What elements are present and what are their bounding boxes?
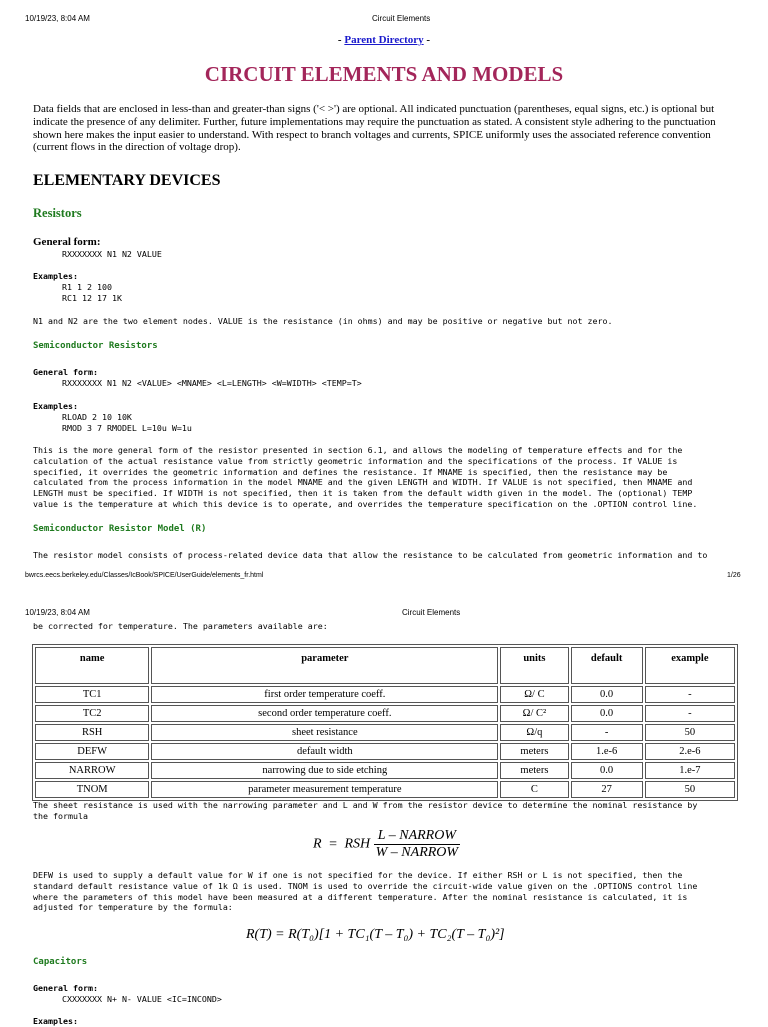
formula-denominator: W – NARROW	[375, 845, 459, 860]
temperature-adjust-formula: R(T) = R(T₀)[1 + TC₁(T – T₀) + TC₂(T – T₀)²]	[246, 927, 505, 942]
table-cell: sheet resistance	[151, 724, 498, 741]
parent-directory-link[interactable]: Parent Directory	[344, 34, 424, 46]
resistor-example-2: RC1 12 17 1K	[62, 293, 122, 303]
formula-lhs: R	[313, 836, 322, 852]
print-header-title: Circuit Elements	[372, 14, 431, 23]
parent-directory-nav	[0, 34, 768, 46]
table-cell: second order temperature coeff.	[151, 705, 498, 722]
table-row	[35, 781, 735, 798]
semi-example-2: RMOD 3 7 RMODEL L=10u W=1u	[62, 423, 192, 433]
sheet-resistance-description: The sheet resistance is used with the narrowing parameter and L and W from the resistor device to determine the nominal resistance by the formula	[33, 800, 698, 821]
table-cell: 27	[571, 781, 643, 798]
table-cell: -	[645, 686, 735, 703]
table-row	[35, 705, 735, 722]
table-row	[35, 743, 735, 760]
parent-prefix: -	[337, 34, 345, 46]
defw-description: DEFW is used to supply a default value for W if one is not specified for the device. If either RSH or L is not specified, then the standard default resistance value of 1k Ω is used. TNOM is used to override the circuit-wide value given on the .OPTIONS control line where the parameters of this model have been measured at a different temperature. After the nominal resistance is calculated, it is adjusted for temperature by the formula:	[33, 870, 698, 913]
cap-general-form-label: General form:	[33, 983, 98, 993]
table-cell: narrowing due to side etching	[151, 762, 498, 779]
table-cell: Ω/ C	[500, 686, 568, 703]
table-cell: TC2	[35, 705, 149, 722]
table-cell: TNOM	[35, 781, 149, 798]
formula-equals: =	[329, 836, 337, 852]
table-cell: meters	[500, 743, 568, 760]
table-cell: meters	[500, 762, 568, 779]
table-cell: NARROW	[35, 762, 149, 779]
resistor-general-form: RXXXXXXX N1 N2 VALUE	[62, 249, 162, 259]
print-header-datetime-2: 10/19/23, 8:04 AM	[25, 608, 90, 617]
print-header-datetime: 10/19/23, 8:04 AM	[25, 14, 90, 23]
table-row	[35, 724, 735, 741]
table-cell: first order temperature coeff.	[151, 686, 498, 703]
table-header: default	[571, 647, 643, 684]
table-cell: 0.0	[571, 762, 643, 779]
print-footer-page: 1/26	[727, 572, 741, 579]
resistor-description: N1 and N2 are the two element nodes. VALUE is the resistance (in ohms) and may be positive or negative but not zero.	[33, 316, 613, 326]
table-header: parameter	[151, 647, 498, 684]
formula-fraction	[374, 828, 460, 861]
table-cell: 2.e-6	[645, 743, 735, 760]
parent-suffix: -	[423, 34, 431, 46]
table-cell: C	[500, 781, 568, 798]
cap-general-form: CXXXXXXX N+ N- VALUE <IC=INCOND>	[62, 994, 222, 1004]
capacitors-heading: Capacitors	[33, 957, 88, 967]
table-cell: 0.0	[571, 686, 643, 703]
resistor-model-heading: Semiconductor Resistor Model (R)	[33, 524, 207, 534]
nominal-resistance-formula	[313, 828, 460, 861]
table-cell: Ω/ C²	[500, 705, 568, 722]
resistors-heading: Resistors	[33, 206, 82, 220]
semi-examples-label: Examples:	[33, 401, 78, 411]
resistor-general-form-label: General form:	[33, 236, 101, 248]
semi-example-1: RLOAD 2 10 10K	[62, 412, 132, 422]
table-cell: parameter measurement temperature	[151, 781, 498, 798]
table-cell: 50	[645, 724, 735, 741]
table-cell: 0.0	[571, 705, 643, 722]
continuation-text: be corrected for temperature. The parameters available are:	[33, 621, 328, 631]
table-cell: default width	[151, 743, 498, 760]
resistor-example-1: R1 1 2 100	[62, 282, 112, 292]
semi-general-form-label: General form:	[33, 367, 98, 377]
semiconductor-resistors-heading: Semiconductor Resistors	[33, 341, 158, 351]
semi-general-form: RXXXXXXX N1 N2 <VALUE> <MNAME> <L=LENGTH> <W=WIDTH> <TEMP=T>	[62, 378, 362, 388]
table-cell: 50	[645, 781, 735, 798]
intro-paragraph: Data fields that are enclosed in less-than and greater-than signs ('< >') are optional. All indicated punctuation (parentheses, equal signs, etc.) is optional but indicate the presence of any delimiter. Further, future implementations may require the punctuation as stated. A consistent style adhering to the punctuation shown here makes the input easier to understand. With respect to branch voltages and currents, SPICE uniformly uses the associated reference convention (current flows in the direction of voltage drop).	[33, 103, 716, 154]
table-cell: RSH	[35, 724, 149, 741]
elementary-devices-heading: ELEMENTARY DEVICES	[33, 172, 221, 189]
table-row	[35, 762, 735, 779]
page-break	[0, 590, 768, 604]
table-header-row	[35, 647, 735, 684]
table-cell: -	[571, 724, 643, 741]
table-cell: Ω/q	[500, 724, 568, 741]
table-cell: 1.e-7	[645, 762, 735, 779]
semi-description: This is the more general form of the resistor presented in section 6.1, and allows the modeling of temperature effects and for the calculation of the actual resistance value from strictly geometric information and the specifications of the process. If VALUE is specified, it overrides the geometric information and defines the resistance. If MNAME is specified, then the resistance may be calculated from the process information in the model MNAME and the given LENGTH and WIDTH. If VALUE is not specified, then MNAME and LENGTH must be specified. If WIDTH is not specified, then it is taken from the default width given in the model. The (optional) TEMP value is the temperature at which this device is to operate, and overrides the temperature specification on the .OPTION control line.	[33, 445, 698, 509]
formula-rsh: RSH	[344, 836, 371, 852]
print-footer-url: bwrcs.eecs.berkeley.edu/Classes/IcBook/SPICE/UserGuide/elements_fr.html	[25, 572, 264, 579]
cap-examples-label: Examples:	[33, 1016, 78, 1026]
page-title: CIRCUIT ELEMENTS AND MODELS	[204, 62, 564, 86]
print-header-title-2: Circuit Elements	[402, 608, 461, 617]
table-header: example	[645, 647, 735, 684]
table-cell: DEFW	[35, 743, 149, 760]
table-cell: TC1	[35, 686, 149, 703]
resistor-model-description: The resistor model consists of process-related device data that allow the resistance to be calculated from geometric information and to	[33, 550, 708, 560]
table-row	[35, 686, 735, 703]
table-cell: 1.e-6	[571, 743, 643, 760]
resistor-examples-label: Examples:	[33, 271, 78, 281]
table-header: name	[35, 647, 149, 684]
formula-numerator: L – NARROW	[374, 828, 460, 845]
table-cell: -	[645, 705, 735, 722]
table-header: units	[500, 647, 568, 684]
resistor-parameters-table	[32, 644, 738, 801]
